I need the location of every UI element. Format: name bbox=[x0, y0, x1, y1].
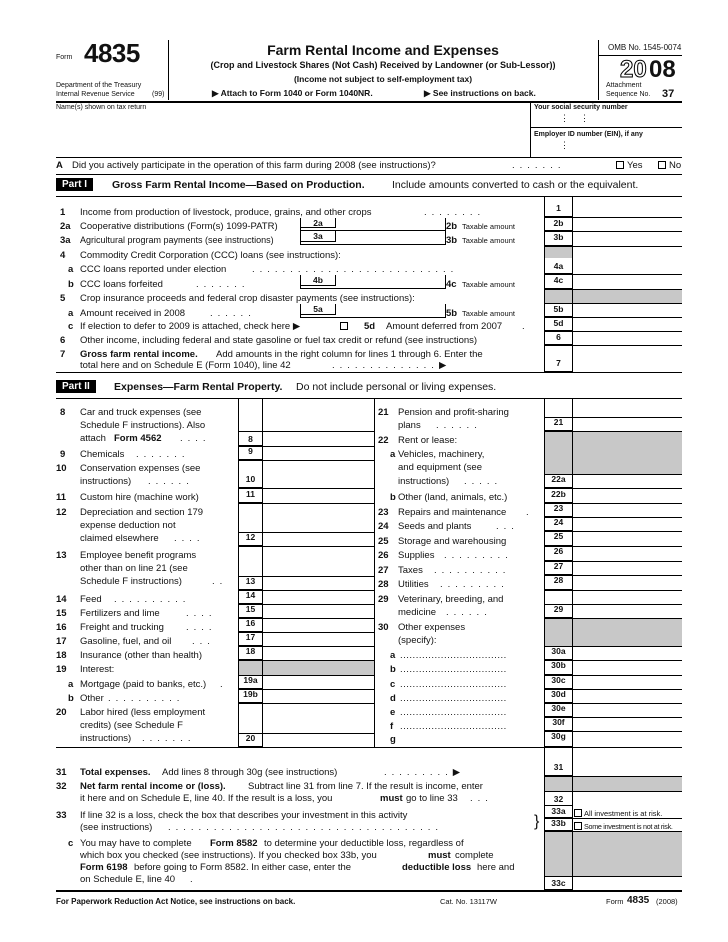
line-32-number: 32 bbox=[56, 781, 67, 792]
line-9-number: 9 bbox=[60, 449, 66, 460]
ssn-label: Your social security number bbox=[534, 104, 628, 111]
line-a-letter: A bbox=[56, 160, 63, 171]
line-31-box: 31 bbox=[544, 762, 572, 776]
line-16-box: 16 bbox=[238, 618, 262, 632]
line-33c-text-3: before going to Form 8582. In either case, enter the bbox=[134, 862, 352, 873]
line-32-box: 32 bbox=[544, 791, 572, 806]
see-instruction: ▶ See instructions on back. bbox=[424, 88, 536, 98]
line-33c-must: must bbox=[428, 850, 451, 861]
line-29-text: Veterinary, breeding, and bbox=[398, 594, 504, 605]
line-4c-amount[interactable] bbox=[573, 275, 682, 289]
line-5b-text: Taxable amount bbox=[462, 309, 515, 318]
line-25-amount[interactable] bbox=[573, 531, 682, 546]
line-4c-text: Taxable amount bbox=[462, 280, 515, 289]
line-25-box: 25 bbox=[544, 531, 572, 546]
line-5c-checkbox[interactable] bbox=[340, 322, 348, 330]
line-33c-text-2b: complete bbox=[455, 850, 494, 861]
line-3b-box: 3b bbox=[544, 232, 572, 246]
line-8-text-2: Schedule F instructions). Also bbox=[80, 420, 206, 431]
line-10-number: 10 bbox=[56, 463, 67, 474]
line-9-text: Chemicals bbox=[80, 449, 125, 460]
yes-checkbox[interactable] bbox=[616, 161, 624, 169]
line-13-text: Employee benefit programs bbox=[80, 550, 197, 561]
line-7-amount[interactable] bbox=[573, 358, 682, 372]
line-33b-box: 33b bbox=[544, 818, 572, 831]
sequence-number: 37 bbox=[662, 88, 675, 100]
line-30b-box: 30b bbox=[544, 660, 572, 675]
line-30f-letter: f bbox=[390, 721, 394, 732]
line-19b-box: 19b bbox=[238, 689, 262, 703]
line-3a-text: Agricultural program payments (see instructions) bbox=[80, 235, 274, 245]
form-number: 4835 bbox=[84, 38, 140, 68]
line-29-box: 29 bbox=[544, 604, 572, 618]
ein-label: Employer ID number (EIN), if any bbox=[534, 131, 643, 138]
line-32-text: Subtract line 31 from line 7. If the result is income, enter bbox=[248, 781, 483, 792]
line-2b-text: Taxable amount bbox=[462, 222, 515, 231]
line-4a-amount[interactable] bbox=[573, 258, 682, 274]
line-13-text-2: other than on line 21 (see bbox=[80, 563, 188, 574]
line-5d-number: 5d bbox=[364, 321, 376, 332]
line-33a-box: 33a bbox=[544, 806, 572, 818]
line-13-box: 13 bbox=[238, 576, 262, 590]
line-8-amount[interactable] bbox=[263, 431, 374, 446]
line-8-form: Form 4562 bbox=[114, 433, 162, 444]
line-13-number: 13 bbox=[56, 550, 67, 561]
line-19a-letter: a bbox=[68, 679, 74, 690]
line-33c-text-1b: to determine your deductible loss, regardless of bbox=[264, 838, 464, 849]
attachment-label: Attachment bbox=[606, 82, 642, 89]
line-32-text-2: it here and on Schedule E, line 40. If the result is a loss, you bbox=[80, 793, 333, 804]
line-30g-amount[interactable] bbox=[573, 731, 682, 747]
line-24-amount[interactable] bbox=[573, 517, 682, 531]
yes-label: Yes bbox=[627, 160, 643, 171]
line-22b-box: 22b bbox=[544, 489, 572, 503]
line-30e-amount[interactable] bbox=[573, 703, 682, 717]
line-3b-amount[interactable] bbox=[573, 232, 682, 246]
line-33c-form-8582: Form 8582 bbox=[210, 838, 258, 849]
no-checkbox[interactable] bbox=[658, 161, 666, 169]
line-20-amount[interactable] bbox=[263, 733, 374, 747]
line-33c-text-3b: here and bbox=[477, 862, 515, 873]
irs: Internal Revenue Service bbox=[56, 91, 135, 98]
line-7-text: Add amounts in the right column for lines 1 through 6. Enter the bbox=[216, 349, 483, 360]
line-23-text: Repairs and maintenance bbox=[398, 507, 507, 518]
line-8-text-3: attach bbox=[80, 433, 106, 444]
line-18-number: 18 bbox=[56, 650, 67, 661]
line-22a-text: Vehicles, machinery, bbox=[398, 449, 485, 460]
line-8-number: 8 bbox=[60, 407, 66, 418]
form-word: Form bbox=[56, 54, 73, 61]
line-30b-letter: b bbox=[390, 664, 396, 675]
line-19b-text: Other bbox=[80, 693, 104, 704]
line-28-box: 28 bbox=[544, 575, 572, 590]
line-26-box: 26 bbox=[544, 546, 572, 561]
line-13-text-3: Schedule F instructions) bbox=[80, 576, 182, 587]
footer-form-word: Form bbox=[606, 897, 624, 906]
line-5-text: Crop insurance proceeds and federal crop disaster payments (see instructions): bbox=[80, 293, 415, 304]
line-4b-letter: b bbox=[68, 279, 74, 290]
line-2a-text: Cooperative distributions (Form(s) 1099-PATR) bbox=[80, 221, 278, 232]
footer-year: (2008) bbox=[656, 897, 678, 906]
names-label: Name(s) shown on tax return bbox=[56, 104, 147, 111]
line-5d-amount[interactable] bbox=[573, 318, 682, 331]
line-9-box: 9 bbox=[238, 446, 262, 460]
line-28-text: Utilities bbox=[398, 579, 429, 590]
line-30d-box: 30d bbox=[544, 689, 572, 703]
line-14-amount[interactable] bbox=[263, 590, 374, 604]
line-10-amount[interactable] bbox=[263, 474, 374, 488]
line-31-title: Total expenses. bbox=[80, 767, 151, 778]
line-19b-amount[interactable] bbox=[263, 689, 374, 703]
line-18-amount[interactable] bbox=[263, 646, 374, 660]
line-4c-box: 4c bbox=[544, 275, 572, 289]
line-33c-box: 33c bbox=[544, 876, 572, 890]
line-30-number: 30 bbox=[378, 622, 389, 633]
ssn-input[interactable] bbox=[534, 114, 680, 126]
form-subtitle: (Crop and Livestock Shares (Not Cash) Received by Landowner (or Sub-Lessor)) bbox=[210, 60, 556, 70]
line-30c-box: 30c bbox=[544, 675, 572, 689]
line-12-text-2: expense deduction not bbox=[80, 520, 176, 531]
line-11-box: 11 bbox=[238, 489, 262, 503]
line-1-number: 1 bbox=[60, 207, 66, 218]
line-10-text-2: instructions) bbox=[80, 476, 132, 487]
line-15-text: Fertilizers and lime bbox=[80, 608, 160, 619]
line-30b-amount[interactable] bbox=[573, 660, 682, 675]
line-15-number: 15 bbox=[56, 608, 67, 619]
line-22-text: Rent or lease: bbox=[398, 435, 458, 446]
line-7-title: Gross farm rental income. bbox=[80, 349, 198, 360]
line-30-text: Other expenses bbox=[398, 622, 466, 633]
line-19b-letter: b bbox=[68, 693, 74, 704]
sequence-label: Sequence No. bbox=[606, 91, 651, 98]
line-11-number: 11 bbox=[56, 492, 67, 503]
line-30c-amount[interactable] bbox=[573, 675, 682, 689]
line-19a-box: 19a bbox=[238, 675, 262, 689]
line-18-box: 18 bbox=[238, 646, 262, 660]
line-5b-number: 5b bbox=[446, 308, 458, 319]
line-2a-box: 2a bbox=[300, 218, 336, 228]
form-subtitle-2: (Income not subject to self-employment tax) bbox=[293, 74, 473, 84]
line-3a-number: 3a bbox=[60, 235, 71, 246]
line-2b-number: 2b bbox=[446, 221, 458, 232]
line-19-number: 19 bbox=[56, 664, 67, 675]
line-33b-checkbox[interactable] bbox=[574, 822, 582, 830]
part-1-label: Part I bbox=[56, 178, 93, 191]
line-22b-text: Other (land, animals, etc.) bbox=[398, 492, 508, 503]
line-22a-box: 22a bbox=[544, 474, 572, 488]
line-33-number: 33 bbox=[56, 810, 67, 821]
line-8-text: Car and truck expenses (see bbox=[80, 407, 202, 418]
line-5c-text: If election to defer to 2009 is attached, check here ▶ bbox=[80, 321, 301, 332]
line-14-box: 14 bbox=[238, 590, 262, 604]
line-30e-letter: e bbox=[390, 707, 396, 718]
line-5a-letter: a bbox=[68, 308, 74, 319]
line-27-text: Taxes bbox=[398, 565, 423, 576]
line-33c-form-6198: Form 6198 bbox=[80, 862, 128, 873]
line-17-text: Gasoline, fuel, and oil bbox=[80, 636, 172, 647]
line-9-amount[interactable] bbox=[263, 446, 374, 460]
line-4c-number: 4c bbox=[446, 279, 457, 290]
line-29-amount[interactable] bbox=[573, 604, 682, 618]
no-label: No bbox=[669, 160, 682, 171]
line-33c-text: You may have to complete bbox=[80, 838, 192, 849]
line-5b-amount[interactable] bbox=[573, 304, 682, 317]
line-16-number: 16 bbox=[56, 622, 67, 633]
line-2a-number: 2a bbox=[60, 221, 71, 232]
line-12-text: Depreciation and section 179 bbox=[80, 507, 204, 518]
line-19a-amount[interactable] bbox=[263, 675, 374, 689]
line-3b-number: 3b bbox=[446, 235, 458, 246]
line-24-number: 24 bbox=[378, 521, 389, 532]
ein-input[interactable] bbox=[534, 140, 680, 156]
line-12-text-3: claimed elsewhere bbox=[80, 533, 159, 544]
line-33a-checkbox[interactable] bbox=[574, 809, 582, 817]
line-24-box: 24 bbox=[544, 517, 572, 531]
line-17-amount[interactable] bbox=[263, 632, 374, 646]
line-14-number: 14 bbox=[56, 594, 67, 605]
line-21-box: 21 bbox=[544, 417, 572, 431]
line-11-amount[interactable] bbox=[263, 489, 374, 503]
line-32-must: must bbox=[380, 793, 403, 804]
line-27-amount[interactable] bbox=[573, 561, 682, 575]
part-1-subtitle: Include amounts converted to cash or the equivalent. bbox=[392, 179, 639, 191]
line-27-number: 27 bbox=[378, 565, 389, 576]
catalog-number: Cat. No. 13117W bbox=[440, 897, 497, 906]
line-28-number: 28 bbox=[378, 579, 389, 590]
line-22a-letter: a bbox=[390, 449, 396, 460]
part-1-title: Gross Farm Rental Income—Based on Production. bbox=[112, 179, 365, 191]
line-3a-box: 3a bbox=[300, 231, 336, 242]
line-31-amount[interactable] bbox=[573, 762, 682, 776]
dept-treasury: Department of the Treasury bbox=[56, 82, 142, 89]
line-31-text: Add lines 8 through 30g (see instructions) bbox=[162, 767, 338, 778]
line-5a-text: Amount received in 2008 bbox=[80, 308, 186, 319]
line-29-text-2: medicine bbox=[398, 607, 437, 618]
line-7-box: 7 bbox=[544, 358, 572, 372]
line-14-text: Feed bbox=[80, 594, 102, 605]
line-30a-amount[interactable] bbox=[573, 646, 682, 660]
line-20-text-3: instructions) bbox=[80, 733, 132, 744]
line-24-text: Seeds and plants bbox=[398, 521, 472, 532]
footer-form-number: 4835 bbox=[627, 895, 650, 906]
line-16-amount[interactable] bbox=[263, 618, 374, 632]
line-4b-text: CCC loans forfeited bbox=[80, 279, 163, 290]
line-33a-option: All investment is at risk. bbox=[584, 809, 663, 818]
line-15-box: 15 bbox=[238, 604, 262, 618]
line-32-title: Net farm rental income or (loss). bbox=[80, 781, 226, 792]
line-13-amount[interactable] bbox=[263, 576, 374, 590]
line-22b-amount[interactable] bbox=[573, 489, 682, 503]
form-title: Farm Rental Income and Expenses bbox=[267, 42, 499, 58]
year-prefix: 20 bbox=[620, 56, 647, 83]
line-4-number: 4 bbox=[60, 250, 66, 261]
part-2-subtitle: Do not include personal or living expenses. bbox=[296, 381, 497, 393]
line-7-number: 7 bbox=[60, 349, 66, 360]
line-33c-text-4: on Schedule E, line 40 bbox=[80, 874, 176, 885]
line-22a-text-3: instructions) bbox=[398, 476, 450, 487]
line-12-number: 12 bbox=[56, 507, 67, 518]
line-26-text: Supplies bbox=[398, 550, 435, 561]
attach-instruction: ▶ Attach to Form 1040 or Form 1040NR. bbox=[212, 88, 373, 98]
year-suffix: 08 bbox=[649, 56, 676, 83]
line-30f-amount[interactable] bbox=[573, 717, 682, 731]
line-33c-deductible: deductible loss bbox=[402, 862, 472, 873]
line-17-number: 17 bbox=[56, 636, 67, 647]
line-33b-option: Some investment is not at risk. bbox=[584, 822, 673, 831]
line-11-text: Custom hire (machine work) bbox=[80, 492, 199, 503]
line-6-text: Other income, including federal and state gasoline or fuel tax credit or refund (see instructions) bbox=[80, 335, 478, 346]
line-27-box: 27 bbox=[544, 561, 572, 575]
irs-code: (99) bbox=[152, 91, 165, 98]
line-5b-box: 5b bbox=[544, 304, 572, 317]
line-21-text-2: plans bbox=[398, 420, 421, 431]
line-4a-box: 4a bbox=[544, 258, 572, 274]
line-20-text-2: credits) (see Schedule F bbox=[80, 720, 183, 731]
line-28-amount[interactable] bbox=[573, 575, 682, 590]
line-19a-text: Mortgage (paid to banks, etc.) bbox=[80, 679, 207, 690]
part-2-title: Expenses—Farm Rental Property. bbox=[114, 381, 283, 393]
line-5a-box: 5a bbox=[300, 304, 336, 315]
line-33-text: If line 32 is a loss, check the box that describes your investment in this activity bbox=[80, 810, 408, 821]
line-32-amount[interactable] bbox=[573, 791, 682, 806]
line-21-text: Pension and profit-sharing bbox=[398, 407, 509, 418]
line-1-box: 1 bbox=[544, 203, 572, 217]
line-12-amount[interactable] bbox=[263, 532, 374, 546]
line-8-box: 8 bbox=[238, 431, 262, 446]
line-23-box: 23 bbox=[544, 503, 572, 517]
paperwork-notice: For Paperwork Reduction Act Notice, see instructions on back. bbox=[56, 897, 296, 906]
line-4-text: Commodity Credit Corporation (CCC) loans (see instructions): bbox=[80, 250, 341, 261]
line-10-text: Conservation expenses (see bbox=[80, 463, 201, 474]
line-19-text: Interest: bbox=[80, 664, 115, 675]
line-33c-letter: c bbox=[68, 838, 74, 849]
omb-number: OMB No. 1545-0074 bbox=[608, 43, 682, 52]
line-23-amount[interactable] bbox=[573, 503, 682, 517]
line-30a-box: 30a bbox=[544, 646, 572, 660]
line-22b-letter: b bbox=[390, 492, 396, 503]
line-16-text: Freight and trucking bbox=[80, 622, 164, 633]
line-17-box: 17 bbox=[238, 632, 262, 646]
line-33-text-2: (see instructions) bbox=[80, 822, 153, 833]
line-15-amount[interactable] bbox=[263, 604, 374, 618]
line-22a-amount[interactable] bbox=[573, 474, 682, 488]
line-21-number: 21 bbox=[378, 407, 389, 418]
line-30a-letter: a bbox=[390, 650, 396, 661]
line-30d-amount[interactable] bbox=[573, 689, 682, 703]
line-25-number: 25 bbox=[378, 536, 389, 547]
line-10-box: 10 bbox=[238, 474, 262, 488]
line-20-text: Labor hired (less employment bbox=[80, 707, 206, 718]
line-5c-letter: c bbox=[68, 321, 74, 332]
line-5d-box: 5d bbox=[544, 318, 572, 331]
line-25-text: Storage and warehousing bbox=[398, 536, 507, 547]
line-26-amount[interactable] bbox=[573, 546, 682, 561]
line-2b-amount[interactable] bbox=[573, 218, 682, 231]
line-30c-letter: c bbox=[390, 679, 396, 690]
line-4a-letter: a bbox=[68, 264, 74, 275]
line-4a-text: CCC loans reported under election bbox=[80, 264, 227, 275]
line-20-box: 20 bbox=[238, 733, 262, 747]
line-23-number: 23 bbox=[378, 507, 389, 518]
line-18-text: Insurance (other than health) bbox=[80, 650, 202, 661]
line-29-number: 29 bbox=[378, 594, 389, 605]
part-2-label: Part II bbox=[56, 380, 96, 393]
line-30g-letter: g bbox=[390, 734, 396, 745]
line-2b-box: 2b bbox=[544, 218, 572, 231]
line-5d-text: Amount deferred from 2007 bbox=[386, 321, 503, 332]
line-7-text-2: total here and on Schedule E (Form 1040), line 42 bbox=[80, 360, 291, 371]
line-4b-box: 4b bbox=[300, 275, 336, 286]
line-3b-text: Taxable amount bbox=[462, 236, 515, 245]
line-32-text-3: go to line 33 bbox=[406, 793, 458, 804]
line-30f-box: 30f bbox=[544, 717, 572, 731]
line-33c-amount[interactable] bbox=[573, 876, 682, 890]
line-26-number: 26 bbox=[378, 550, 389, 561]
line-33c-text-2: which box you checked (see instructions). If you checked box 33b, you bbox=[80, 850, 377, 861]
line-1-text: Income from production of livestock, produce, grains, and other crops bbox=[80, 207, 372, 218]
line-a-text: Did you actively participate in the operation of this farm during 2008 (see instructions)? bbox=[72, 160, 436, 171]
line-30g-box: 30g bbox=[544, 731, 572, 747]
line-6-amount[interactable] bbox=[573, 332, 682, 345]
line-31-number: 31 bbox=[56, 767, 67, 778]
line-5-number: 5 bbox=[60, 293, 66, 304]
line-30e-box: 30e bbox=[544, 703, 572, 717]
line-6-number: 6 bbox=[60, 335, 66, 346]
line-22-number: 22 bbox=[378, 435, 389, 446]
line-30-text-2: (specify): bbox=[398, 635, 437, 646]
line-12-box: 12 bbox=[238, 532, 262, 546]
line-6-box: 6 bbox=[544, 332, 572, 345]
line-1-amount[interactable] bbox=[573, 203, 682, 217]
line-30d-letter: d bbox=[390, 693, 396, 704]
line-20-number: 20 bbox=[56, 707, 67, 718]
name-input[interactable] bbox=[56, 112, 528, 156]
line-21-amount[interactable] bbox=[573, 417, 682, 431]
line-22a-text-2: and equipment (see bbox=[398, 462, 482, 473]
